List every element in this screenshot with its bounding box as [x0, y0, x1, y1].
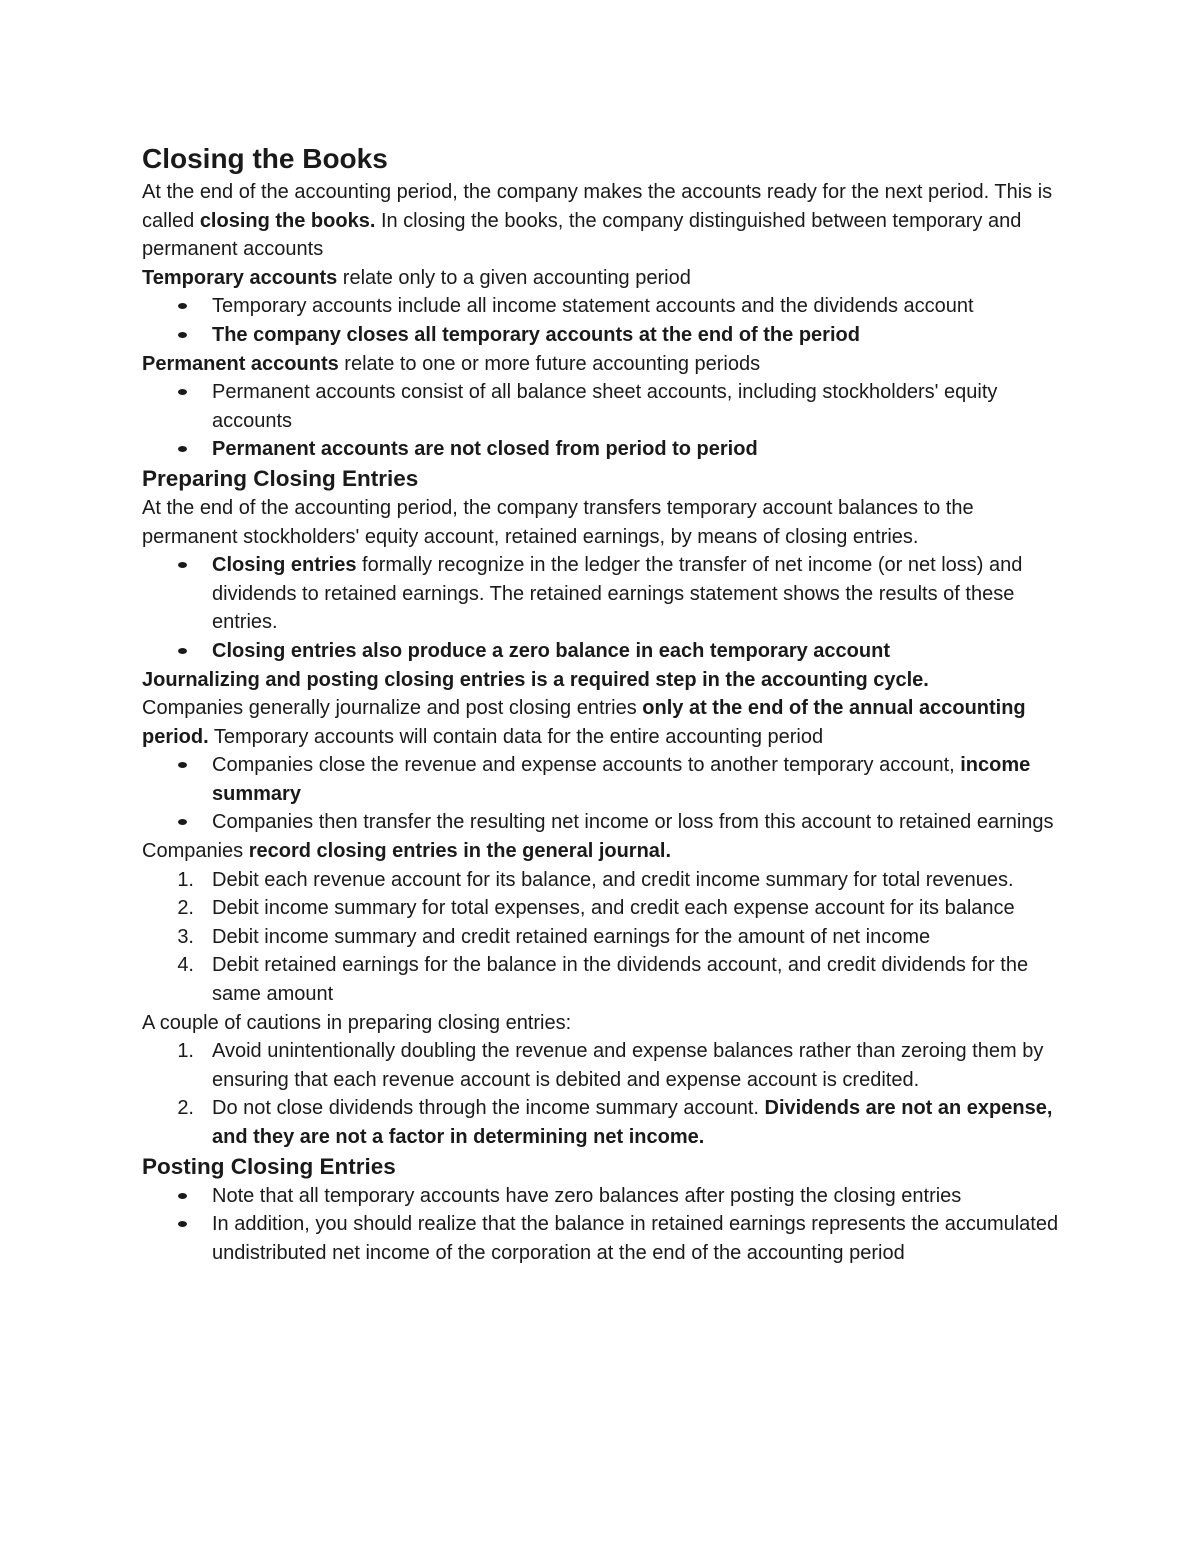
list-item: [142, 1210, 1072, 1267]
cautions-list: [142, 1037, 1072, 1151]
bold-text: only at the end of the annual accounting period.: [142, 697, 1026, 748]
income-summary-list: [142, 751, 1072, 837]
item-number: 3.: [177, 925, 194, 948]
list-item: [142, 808, 1072, 837]
bold-text: closing the books.: [199, 209, 376, 232]
text-run: Do not close dividends through the income summary account.: [212, 1097, 765, 1120]
record-paragraph: [142, 837, 1072, 866]
bold-text: Closing entries also produce a zero balance in each temporary account: [212, 639, 890, 662]
item-number: 1.: [177, 1040, 194, 1063]
bold-text: Journalizing and posting closing entries is a required step in the accounting cycle.: [142, 668, 929, 691]
numbered-item: [142, 923, 1072, 952]
item-number: 2.: [177, 1097, 194, 1120]
bold-text: Closing entries: [212, 554, 357, 577]
text-run: formally recognize in the ledger the transfer of net income (or net loss) and dividends to retained earnings. The retained earnings statement shows the results of these entries.: [212, 554, 1023, 634]
bold-text: record closing entries in the general journal.: [248, 840, 672, 863]
text-run: Debit each revenue account for its balance, and credit income summary for total revenues.: [212, 868, 1014, 891]
numbered-item: [142, 1094, 1072, 1151]
preparing-intro: [142, 494, 1072, 551]
text-run: Companies generally journalize and post closing entries: [142, 697, 643, 720]
companies-paragraph: [142, 694, 1072, 751]
section-heading-posting: Posting Closing Entries: [142, 1153, 396, 1179]
text-run: In addition, you should realize that the balance in retained earnings represents the accumulated undistributed net income of the corporation at the end of the accounting period: [212, 1213, 1059, 1264]
permanent-accounts-lead: [142, 350, 1072, 379]
numbered-item: [142, 866, 1072, 895]
list-item: [142, 292, 1072, 321]
temporary-accounts-lead: [142, 264, 1072, 293]
cautions-lead: [142, 1009, 1072, 1038]
list-item: [142, 751, 1072, 808]
permanent-accounts-list: [142, 378, 1072, 464]
item-number: 2.: [177, 897, 194, 920]
list-item: [142, 321, 1072, 350]
text-run: Companies then transfer the resulting net income or loss from this account to retained earnings: [212, 811, 1054, 834]
bold-text: income summary: [212, 754, 1031, 805]
numbered-item: [142, 894, 1072, 923]
intro-paragraph: [142, 178, 1072, 264]
document-page: [142, 140, 1072, 1267]
text-run: relate to one or more future accounting periods: [338, 352, 761, 375]
closing-steps-list: [142, 866, 1072, 1009]
text-run: Debit income summary and credit retained earnings for the amount of net income: [212, 925, 931, 948]
text-run: Companies: [142, 840, 249, 863]
text-run: Temporary accounts will contain data for the entire accounting period: [208, 725, 824, 748]
list-item: [142, 378, 1072, 435]
numbered-item: [142, 951, 1072, 1008]
list-item: [142, 435, 1072, 464]
item-number: 4.: [177, 954, 194, 977]
list-item: [142, 637, 1072, 666]
text-run: At the end of the accounting period, the company transfers temporary account balances to the permanent stockholders' equity account, retained earnings, by means of closing entries.: [142, 496, 974, 548]
text-run: Temporary accounts include all income statement accounts and the dividends account: [212, 295, 974, 318]
bold-text: The company closes all temporary accounts at the end of the period: [212, 323, 860, 346]
page-title: Closing the Books: [142, 143, 388, 174]
journalizing-statement: [142, 666, 1072, 695]
text-run: In closing the books, the company distinguished between temporary and permanent accounts: [142, 209, 1022, 261]
text-run: A couple of cautions in preparing closing entries:: [142, 1011, 572, 1034]
closing-entries-list: [142, 551, 1072, 665]
bold-text: Dividends are not an expense, and they are not a factor in determining net income.: [212, 1097, 1053, 1148]
text-run: At the end of the accounting period, the company makes the accounts ready for the next period. This is called: [142, 181, 1053, 232]
text-run: Debit retained earnings for the balance in the dividends account, and credit dividends for the same amount: [212, 954, 1029, 1006]
text-run: Note that all temporary accounts have zero balances after posting the closing entries: [212, 1184, 962, 1207]
text-run: Permanent accounts consist of all balance sheet accounts, including stockholders' equity accounts: [212, 381, 998, 432]
item-number: 1.: [177, 868, 194, 891]
bold-text: Permanent accounts are not closed from period to period: [212, 438, 758, 461]
text-run: relate only to a given accounting period: [337, 266, 691, 289]
text-run: Avoid unintentionally doubling the revenue and expense balances rather than zeroing them by ensuring that each revenue account is debited and expense account is credited.: [212, 1040, 1044, 1091]
posting-list: [142, 1182, 1072, 1268]
text-run: Companies close the revenue and expense accounts to another temporary account,: [212, 754, 961, 777]
list-item: [142, 1182, 1072, 1211]
text-run: Debit income summary for total expenses, and credit each expense account for its balance: [212, 897, 1015, 920]
bold-text: Temporary accounts: [142, 266, 338, 289]
bold-text: Permanent accounts: [142, 352, 339, 375]
list-item: [142, 551, 1072, 637]
numbered-item: [142, 1037, 1072, 1094]
section-heading-preparing: Preparing Closing Entries: [142, 465, 419, 491]
temporary-accounts-list: [142, 292, 1072, 349]
